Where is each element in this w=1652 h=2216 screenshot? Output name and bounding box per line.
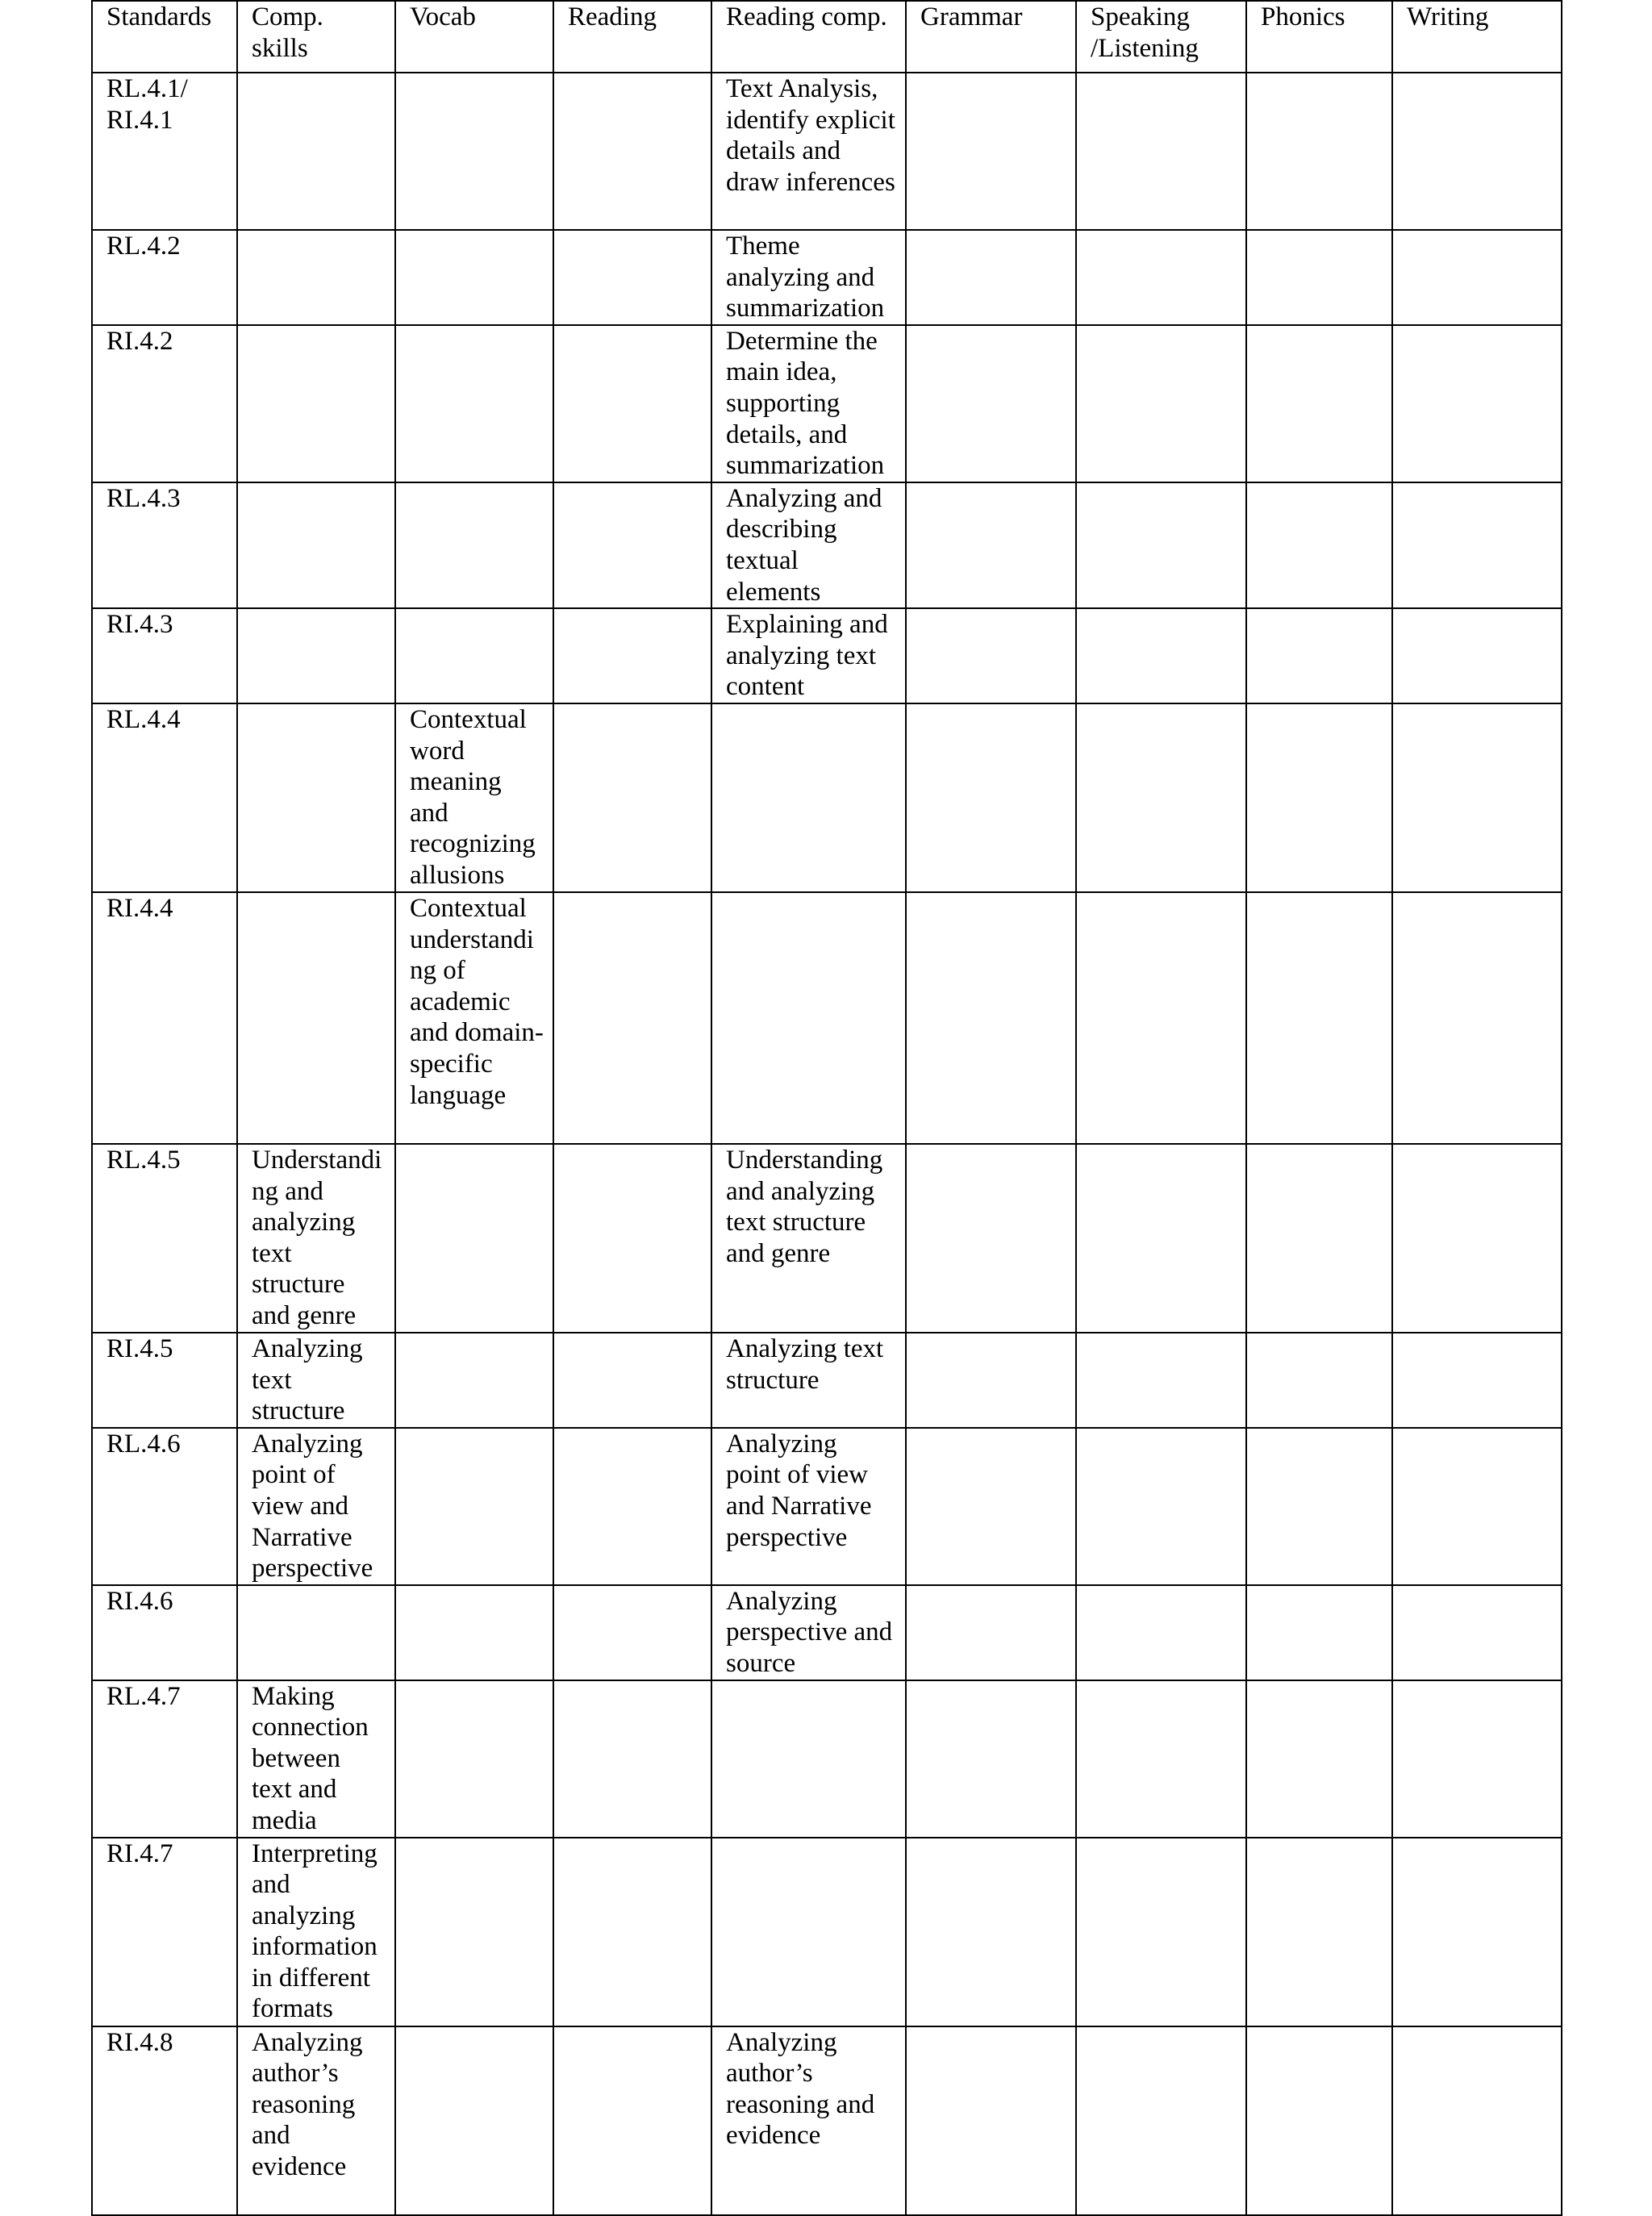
table-row xyxy=(92,892,1562,1144)
cell-writing xyxy=(1392,2026,1562,2215)
cell-reading xyxy=(553,703,711,892)
cell-standard: RL.4.2 xyxy=(92,230,237,325)
cell-writing xyxy=(1392,892,1562,1144)
header-speaking-listening: Speaking /Listening xyxy=(1076,1,1246,73)
table-row xyxy=(92,703,1562,892)
cell-writing xyxy=(1392,1585,1562,1680)
header-writing: Writing xyxy=(1392,1,1562,73)
header-grammar: Grammar xyxy=(906,1,1076,73)
standards-table xyxy=(91,0,1562,2216)
cell-vocab xyxy=(395,1585,553,1680)
table-row xyxy=(92,1333,1562,1428)
cell-speaking-listening xyxy=(1076,1585,1246,1680)
cell-standard: RL.4.6 xyxy=(92,1428,237,1585)
cell-comp-skills: Analyzing point of view and Narrative perspective xyxy=(237,1428,395,1585)
cell-reading xyxy=(553,2026,711,2215)
cell-vocab xyxy=(395,1144,553,1333)
table-row xyxy=(92,1428,1562,1585)
cell-writing xyxy=(1392,482,1562,608)
cell-grammar xyxy=(906,2026,1076,2215)
cell-grammar xyxy=(906,1838,1076,2026)
cell-reading-comp: Theme analyzing and summarization xyxy=(711,230,906,325)
cell-reading xyxy=(553,892,711,1144)
header-reading-comp: Reading comp. xyxy=(711,1,906,73)
cell-phonics xyxy=(1246,1144,1392,1333)
cell-vocab xyxy=(395,73,553,230)
cell-vocab xyxy=(395,2026,553,2215)
cell-reading-comp: Analyzing and describing textual elements xyxy=(711,482,906,608)
cell-reading-comp: Analyzing author’s reasoning and evidence xyxy=(711,2026,906,2215)
cell-comp-skills xyxy=(237,482,395,608)
cell-grammar xyxy=(906,1585,1076,1680)
cell-writing xyxy=(1392,703,1562,892)
cell-writing xyxy=(1392,1680,1562,1838)
table-row xyxy=(92,1144,1562,1333)
cell-grammar xyxy=(906,1680,1076,1838)
cell-standard: RL.4.5 xyxy=(92,1144,237,1333)
cell-comp-skills xyxy=(237,325,395,482)
table-row xyxy=(92,325,1562,482)
cell-reading-comp: Analyzing point of view and Narrative perspective xyxy=(711,1428,906,1585)
cell-grammar xyxy=(906,703,1076,892)
cell-vocab xyxy=(395,230,553,325)
table-row xyxy=(92,2026,1562,2215)
cell-speaking-listening xyxy=(1076,2026,1246,2215)
cell-phonics xyxy=(1246,1585,1392,1680)
cell-reading-comp: Text Analysis, identify explicit details and draw inferences xyxy=(711,73,906,230)
header-standards: Standards xyxy=(92,1,237,73)
cell-speaking-listening xyxy=(1076,608,1246,703)
table-row xyxy=(92,482,1562,608)
cell-phonics xyxy=(1246,1428,1392,1585)
cell-writing xyxy=(1392,1428,1562,1585)
cell-standard: RL.4.4 xyxy=(92,703,237,892)
cell-phonics xyxy=(1246,1680,1392,1838)
cell-phonics xyxy=(1246,892,1392,1144)
cell-comp-skills: Interpreting and analyzing information in different formats xyxy=(237,1838,395,2026)
cell-grammar xyxy=(906,73,1076,230)
cell-vocab xyxy=(395,482,553,608)
cell-reading-comp xyxy=(711,703,906,892)
cell-comp-skills: Understanding and analyzing text structure and genre xyxy=(237,1144,395,1333)
cell-reading xyxy=(553,1428,711,1585)
cell-reading xyxy=(553,1838,711,2026)
table-body xyxy=(92,73,1562,2215)
cell-writing xyxy=(1392,1333,1562,1428)
header-reading: Reading xyxy=(553,1,711,73)
table-row xyxy=(92,1838,1562,2026)
cell-comp-skills xyxy=(237,608,395,703)
cell-speaking-listening xyxy=(1076,1428,1246,1585)
cell-writing xyxy=(1392,1838,1562,2026)
cell-comp-skills: Analyzing author’s reasoning and evidence xyxy=(237,2026,395,2215)
table-row xyxy=(92,73,1562,230)
cell-speaking-listening xyxy=(1076,325,1246,482)
cell-comp-skills xyxy=(237,703,395,892)
cell-speaking-listening xyxy=(1076,482,1246,608)
cell-grammar xyxy=(906,1333,1076,1428)
cell-grammar xyxy=(906,1428,1076,1585)
cell-writing xyxy=(1392,1144,1562,1333)
cell-reading-comp: Explaining and analyzing text content xyxy=(711,608,906,703)
cell-speaking-listening xyxy=(1076,1333,1246,1428)
cell-reading xyxy=(553,325,711,482)
cell-phonics xyxy=(1246,482,1392,608)
cell-writing xyxy=(1392,230,1562,325)
cell-speaking-listening xyxy=(1076,1144,1246,1333)
cell-reading-comp xyxy=(711,1680,906,1838)
cell-reading xyxy=(553,1585,711,1680)
cell-speaking-listening xyxy=(1076,1838,1246,2026)
cell-standard: RL.4.3 xyxy=(92,482,237,608)
cell-vocab xyxy=(395,325,553,482)
cell-grammar xyxy=(906,230,1076,325)
cell-reading xyxy=(553,608,711,703)
cell-vocab xyxy=(395,608,553,703)
cell-reading-comp xyxy=(711,1838,906,2026)
cell-phonics xyxy=(1246,703,1392,892)
cell-writing xyxy=(1392,608,1562,703)
cell-standard: RI.4.7 xyxy=(92,1838,237,2026)
cell-reading-comp: Understanding and analyzing text structure and genre xyxy=(711,1144,906,1333)
cell-comp-skills: Analyzing text structure xyxy=(237,1333,395,1428)
cell-standard: RI.4.6 xyxy=(92,1585,237,1680)
cell-reading xyxy=(553,482,711,608)
cell-reading-comp: Analyzing text structure xyxy=(711,1333,906,1428)
cell-grammar xyxy=(906,608,1076,703)
cell-vocab xyxy=(395,1333,553,1428)
cell-vocab: Contextual understanding of academic and domain-specific language xyxy=(395,892,553,1144)
cell-grammar xyxy=(906,1144,1076,1333)
cell-vocab xyxy=(395,1680,553,1838)
table-header-row xyxy=(92,1,1562,73)
cell-phonics xyxy=(1246,608,1392,703)
cell-phonics xyxy=(1246,1333,1392,1428)
cell-reading xyxy=(553,1680,711,1838)
cell-comp-skills xyxy=(237,1585,395,1680)
cell-grammar xyxy=(906,482,1076,608)
cell-standard: RL.4.7 xyxy=(92,1680,237,1838)
cell-grammar xyxy=(906,325,1076,482)
cell-vocab xyxy=(395,1838,553,2026)
header-phonics: Phonics xyxy=(1246,1,1392,73)
cell-vocab xyxy=(395,1428,553,1585)
cell-phonics xyxy=(1246,1838,1392,2026)
cell-grammar xyxy=(906,892,1076,1144)
cell-speaking-listening xyxy=(1076,73,1246,230)
cell-comp-skills xyxy=(237,892,395,1144)
cell-vocab: Contextual word meaning and recognizing allusions xyxy=(395,703,553,892)
cell-standard: RI.4.3 xyxy=(92,608,237,703)
cell-comp-skills: Making connection between text and media xyxy=(237,1680,395,1838)
cell-reading-comp: Analyzing perspective and source xyxy=(711,1585,906,1680)
header-comp-skills: Comp. skills xyxy=(237,1,395,73)
cell-reading xyxy=(553,73,711,230)
cell-phonics xyxy=(1246,325,1392,482)
cell-speaking-listening xyxy=(1076,1680,1246,1838)
cell-speaking-listening xyxy=(1076,703,1246,892)
cell-comp-skills xyxy=(237,230,395,325)
cell-phonics xyxy=(1246,2026,1392,2215)
cell-reading-comp xyxy=(711,892,906,1144)
cell-standard: RL.4.1/ RI.4.1 xyxy=(92,73,237,230)
header-vocab: Vocab xyxy=(395,1,553,73)
cell-speaking-listening xyxy=(1076,892,1246,1144)
table-row xyxy=(92,608,1562,703)
cell-reading-comp: Determine the main idea, supporting details, and summarization xyxy=(711,325,906,482)
cell-reading xyxy=(553,230,711,325)
cell-speaking-listening xyxy=(1076,230,1246,325)
table-row xyxy=(92,1680,1562,1838)
cell-reading xyxy=(553,1144,711,1333)
cell-phonics xyxy=(1246,73,1392,230)
cell-standard: RI.4.8 xyxy=(92,2026,237,2215)
cell-writing xyxy=(1392,73,1562,230)
cell-comp-skills xyxy=(237,73,395,230)
cell-standard: RI.4.2 xyxy=(92,325,237,482)
table-row xyxy=(92,230,1562,325)
cell-phonics xyxy=(1246,230,1392,325)
cell-standard: RI.4.4 xyxy=(92,892,237,1144)
cell-standard: RI.4.5 xyxy=(92,1333,237,1428)
table-row xyxy=(92,1585,1562,1680)
cell-writing xyxy=(1392,325,1562,482)
cell-reading xyxy=(553,1333,711,1428)
